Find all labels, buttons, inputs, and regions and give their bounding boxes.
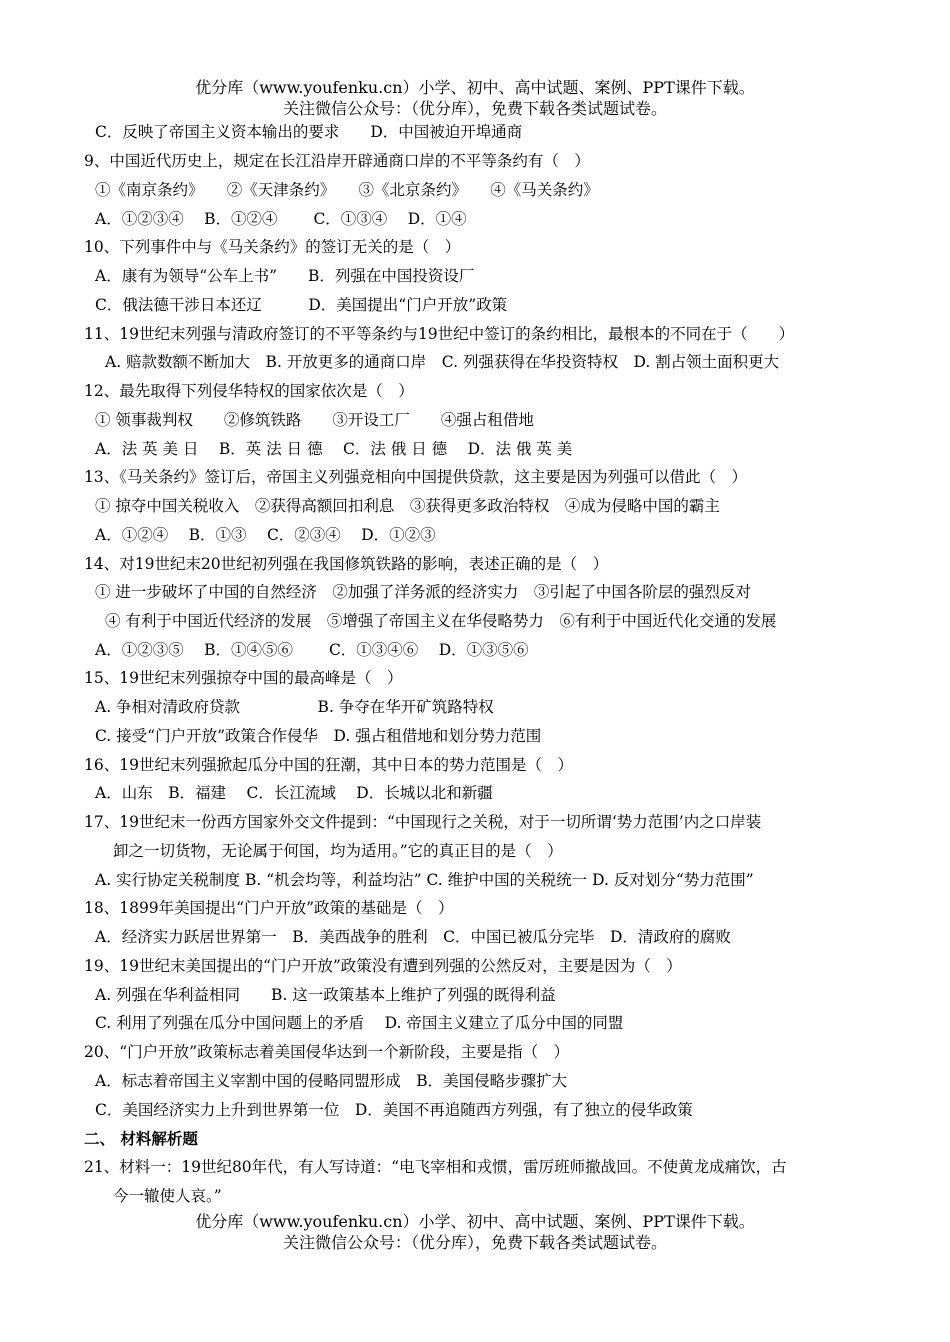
- q10-stem: 10、下列事件中与《马关条约》的签订无关的是（ ）: [84, 238, 461, 256]
- q13-stem: 13、《马关条约》签订后，帝国主义列强竞相向中国提供贷款，这主要是因为列强可以借此（ ）: [84, 468, 747, 486]
- q15-stem: 15、19世纪末列强掠夺中国的最高峰是（ ）: [84, 669, 403, 687]
- q19-options-ab: A. 列强在华利益相同 B. 这一政策基本上维护了列强的既得利益: [95, 986, 556, 1004]
- q11-stem: 11、19世纪末列强与清政府签订的不平等条约与19世纪中签订的条约相比，最根本的不同在于（ ）: [84, 325, 795, 343]
- q20-options-ab: A．标志着帝国主义宰割中国的侵略同盟形成 B．美国侵略步骤扩大: [95, 1072, 568, 1090]
- q20-options-cd: C．美国经济实力上升到世界第一位 D．美国不再追随西方列强，有了独立的侵华政策: [95, 1101, 693, 1119]
- q17-stem-1: 17、19世纪末一份西方国家外交文件提到：“中国现行之关税，对于一切所谓‘势力范围’内之口岸装: [84, 813, 762, 831]
- q18-options: A．经济实力跃居世界第一 B．美西战争的胜利 C．中国已被瓜分完毕 D．清政府的腐败: [95, 928, 731, 946]
- section-heading-material-analysis: 二、 材料解析题: [84, 1129, 198, 1148]
- q9-options: A．①②③④ B．①②④ C．①③④ D．①④: [95, 210, 467, 228]
- q21-material-1: 21、材料一：19世纪80年代，有人写诗道：“电飞宰相和戎惯，雷厉班师撤战回。不使黄龙成痛饮，古: [84, 1158, 787, 1176]
- q10-options-cd: C．俄法德干涉日本还辽 D．美国提出“门户开放”政策: [95, 296, 508, 314]
- footer-line-1: 优分库（www.youfenku.cn）小学、初中、高中试题、案例、PPT课件下载。: [195, 1212, 755, 1231]
- header-line-1: 优分库（www.youfenku.cn）小学、初中、高中试题、案例、PPT课件下载。: [195, 78, 755, 97]
- q16-options: A．山东 B．福建 C．长江流域 D．长城以北和新疆: [95, 784, 493, 802]
- q18-stem: 18、1899年美国提出“门户开放”政策的基础是（ ）: [84, 899, 454, 917]
- q19-options-cd: C. 利用了列强在瓜分中国问题上的矛盾 D. 帝国主义建立了瓜分中国的同盟: [95, 1014, 624, 1032]
- q21-material-2: 今一辙使人哀。”: [113, 1187, 222, 1205]
- q11-options: A. 赔款数额不断加大 B. 开放更多的通商口岸 C. 列强获得在华投资特权 D. 割占领土面积更大: [105, 353, 780, 371]
- q20-stem: 20、“门户开放”政策标志着美国侵华达到一个新阶段，主要是指（ ）: [84, 1043, 570, 1061]
- q16-stem: 16、19世纪末列强掀起瓜分中国的狂潮，其中日本的势力范围是（ ）: [84, 756, 573, 774]
- q14-items-2: ④ 有利于中国近代经济的发展 ⑤增强了帝国主义在华侵略势力 ⑥有利于中国近代化交通的发展: [105, 612, 777, 630]
- q15-options-cd: C. 接受“门户开放”政策合作侵华 D. 强占租借地和划分势力范围: [95, 727, 542, 745]
- q17-stem-2: 卸之一切货物，无论属于何国，均为适用。”它的真正目的是（ ）: [113, 842, 563, 860]
- q8-option-cd: C．反映了帝国主义资本输出的要求 D．中国被迫开埠通商: [95, 123, 523, 141]
- q9-stem: 9、中国近代历史上，规定在长江沿岸开辟通商口岸的不平等条约有（ ）: [84, 152, 590, 170]
- q9-items: ①《南京条约》 ②《天津条约》 ③《北京条约》 ④《马关条约》: [95, 181, 599, 199]
- q13-items: ① 掠夺中国关税收入 ②获得高额回扣利息 ③获得更多政治特权 ④成为侵略中国的霸主: [95, 497, 720, 515]
- q10-options-ab: A．康有为领导“公车上书” B．列强在中国投资设厂: [95, 267, 475, 285]
- q19-stem: 19、19世纪末美国提出的“门户开放”政策没有遭到列强的公然反对，主要是因为（ ）: [84, 957, 682, 975]
- q15-options-ab: A. 争相对清政府贷款 B. 争夺在华开矿筑路特权: [95, 698, 494, 716]
- q12-items: ① 领事裁判权 ②修筑铁路 ③开设工厂 ④强占租借地: [95, 411, 534, 429]
- q14-stem: 14、对19世纪末20世纪初列强在我国修筑铁路的影响，表述正确的是（ ）: [84, 555, 609, 573]
- q14-options: A．①②③⑤ B．①④⑤⑥ C．①③④⑥ D．①③⑤⑥: [95, 641, 529, 659]
- q14-items-1: ① 进一步破坏了中国的自然经济 ②加强了洋务派的经济实力 ③引起了中国各阶层的强烈反对: [95, 583, 751, 601]
- header-line-2: 关注微信公众号：（优分库），免费下载各类试题试卷。: [282, 99, 667, 118]
- q12-stem: 12、最先取得下列侵华特权的国家依次是（ ）: [84, 382, 414, 400]
- q17-options: A. 实行协定关税制度 B. “机会均等，利益均沾” C. 维护中国的关税统一 D. 反对划分“势力范围”: [95, 871, 754, 889]
- q12-options: A．法 英 美 日 B．英 法 日 德 C．法 俄 日 德 D．法 俄 英 美: [95, 440, 573, 458]
- q13-options: A．①②④ B．①③ C．②③④ D．①②③: [95, 526, 436, 544]
- footer-line-2: 关注微信公众号：（优分库），免费下载各类试题试卷。: [282, 1233, 667, 1252]
